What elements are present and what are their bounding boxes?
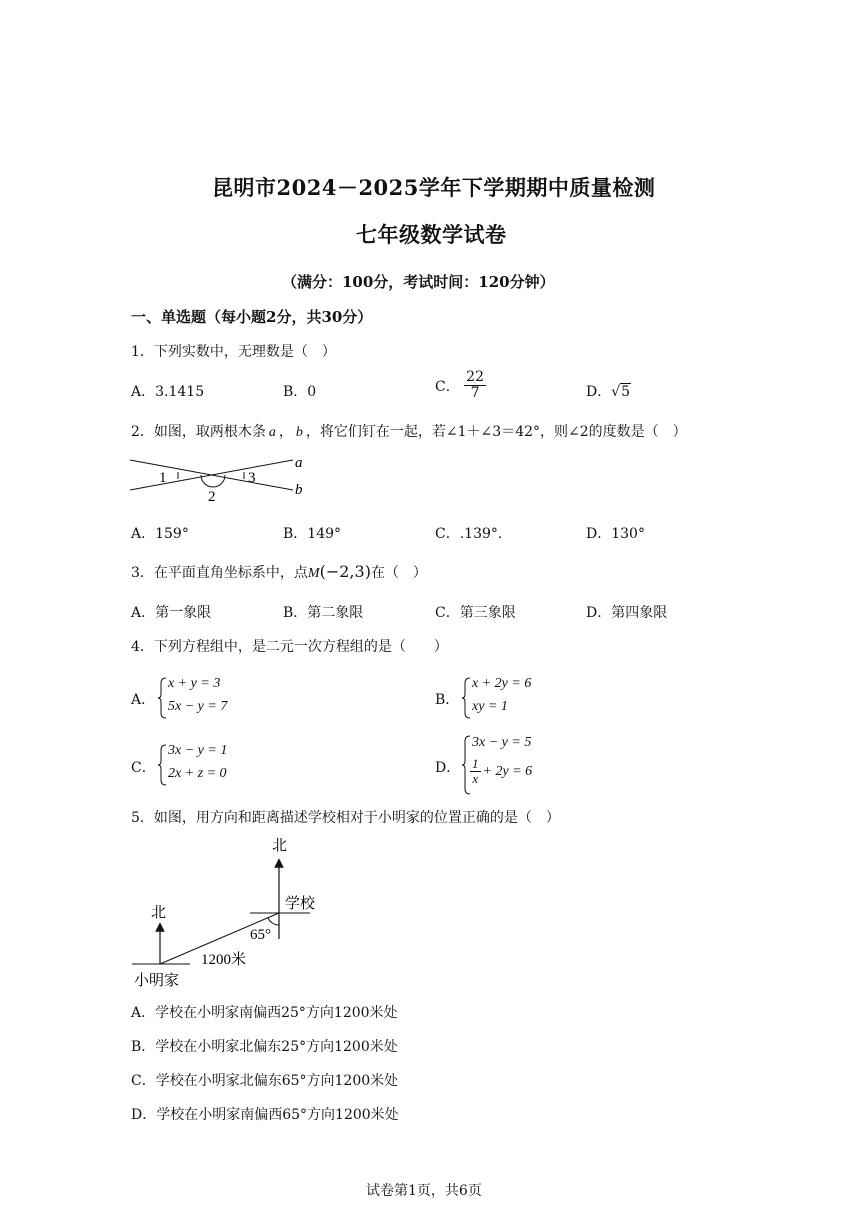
section-heading: 一、单选题（每小题2分，共30分） xyxy=(131,308,373,326)
exam-subtitle: 七年级数学试卷 xyxy=(356,222,507,247)
q2-stem-pre: 2．如图，取两根木条 xyxy=(131,424,266,440)
q5-option-c[interactable]: C．学校在小明家北偏东65°方向1200米处 xyxy=(131,1073,399,1089)
q4-option-d-label[interactable]: D． xyxy=(435,760,461,776)
q1-option-d-label: D． xyxy=(586,384,612,400)
q4-d-fraction-num: 1 xyxy=(472,756,479,771)
q4-stem: 4．下列方程组中，是二元一次方程组的是（ ） xyxy=(131,639,448,655)
q4-b-brace xyxy=(461,677,471,719)
q4-d-fraction xyxy=(470,757,481,787)
q1-stem: 1．下列实数中，无理数是（ ） xyxy=(131,344,336,360)
q4-a-eq1: x + y = 3 xyxy=(168,676,221,691)
q1-option-d[interactable] xyxy=(586,381,631,401)
q4-d-eq1: 3x − y = 5 xyxy=(472,735,532,750)
q3-coord: (−2,3) xyxy=(319,562,371,581)
q1-option-a[interactable]: A．3.1415 xyxy=(131,384,205,400)
home-label: 小明家 xyxy=(134,973,180,989)
q4-d-eq2 xyxy=(470,757,532,787)
q2-option-c[interactable]: C．.139°. xyxy=(435,526,503,542)
label-line-a: a xyxy=(295,455,303,471)
angle-65-arc xyxy=(268,918,279,925)
q4-d-eq2-rest: + 2y = 6 xyxy=(482,763,533,779)
q3-option-b[interactable]: B．第二象限 xyxy=(283,605,364,621)
q4-option-b-label[interactable]: B． xyxy=(435,692,460,708)
q3-option-a[interactable]: A．第一象限 xyxy=(131,605,212,621)
q2-stem xyxy=(131,421,687,441)
angle-label: 65° xyxy=(250,927,271,943)
q4-d-fraction-den: x xyxy=(472,771,479,787)
label-angle-3: 3 xyxy=(248,470,256,486)
q4-option-a-label[interactable]: A． xyxy=(131,692,156,708)
q2-var-b: b xyxy=(295,425,303,440)
q4-c-brace xyxy=(157,744,167,786)
q3-option-c[interactable]: C．第三象限 xyxy=(435,605,516,621)
label-angle-1: 1 xyxy=(159,470,167,486)
q2-option-a[interactable]: A．159° xyxy=(131,526,189,542)
q2-sep: ， xyxy=(278,424,293,440)
label-line-b: b xyxy=(295,482,303,498)
q3-stem-post: 在（ ） xyxy=(370,565,427,581)
q2-figure xyxy=(128,452,318,504)
sqrt-radicand: 5 xyxy=(621,384,631,400)
q3-stem xyxy=(131,562,427,582)
q2-stem-mid: ，将它们钉在一起，若∠1＋∠3＝42°，则∠2的度数是（ ） xyxy=(305,424,687,440)
q4-b-eq1: x + 2y = 6 xyxy=(472,676,532,691)
school-north-label: 北 xyxy=(272,838,288,854)
q5-figure xyxy=(128,833,328,993)
q1-fraction-den: 7 xyxy=(470,385,480,402)
q3-stem-pre: 3．在平面直角坐标系中，点 xyxy=(131,565,308,581)
q4-c-eq1: 3x − y = 1 xyxy=(168,743,228,758)
q4-a-eq2: 5x − y = 7 xyxy=(168,699,228,714)
q1-option-c[interactable] xyxy=(435,370,486,402)
q1-option-c-label: C． xyxy=(435,378,460,395)
home-north-label: 北 xyxy=(151,905,167,921)
q2-var-a: a xyxy=(268,425,276,440)
q5-stem: 5．如图，用方向和距离描述学校相对于小明家的位置正确的是（ ） xyxy=(131,810,560,826)
q1-option-b[interactable]: B．0 xyxy=(283,384,317,400)
q4-c-eq2: 2x + z = 0 xyxy=(168,766,227,781)
q3-point: M xyxy=(307,566,320,581)
q4-b-eq2: xy = 1 xyxy=(472,699,508,714)
distance-label: 1200米 xyxy=(201,952,247,968)
sqrt-symbol: √ xyxy=(611,384,621,400)
q1-fraction-num: 22 xyxy=(466,369,484,385)
q4-option-c-label[interactable]: C． xyxy=(131,760,156,776)
q2-option-d[interactable]: D．130° xyxy=(586,526,645,542)
q4-a-brace xyxy=(157,677,167,719)
label-angle-2: 2 xyxy=(208,489,216,504)
exam-title: 昆明市2024－2025学年下学期期中质量检测 xyxy=(212,175,656,200)
q5-option-a[interactable]: A．学校在小明家南偏西25°方向1200米处 xyxy=(131,1005,398,1021)
q3-option-d[interactable]: D．第四象限 xyxy=(586,605,668,621)
q5-option-b[interactable]: B．学校在小明家北偏东25°方向1200米处 xyxy=(131,1039,398,1055)
page-footer: 试卷第1页，共6页 xyxy=(366,1183,482,1199)
school-label: 学校 xyxy=(285,896,316,912)
q5-option-d[interactable]: D．学校在小明家南偏西65°方向1200米处 xyxy=(131,1107,399,1123)
q2-option-b[interactable]: B．149° xyxy=(283,526,342,542)
q1-fraction xyxy=(464,370,486,402)
exam-info: （满分：100分，考试时间：120分钟） xyxy=(282,273,555,291)
